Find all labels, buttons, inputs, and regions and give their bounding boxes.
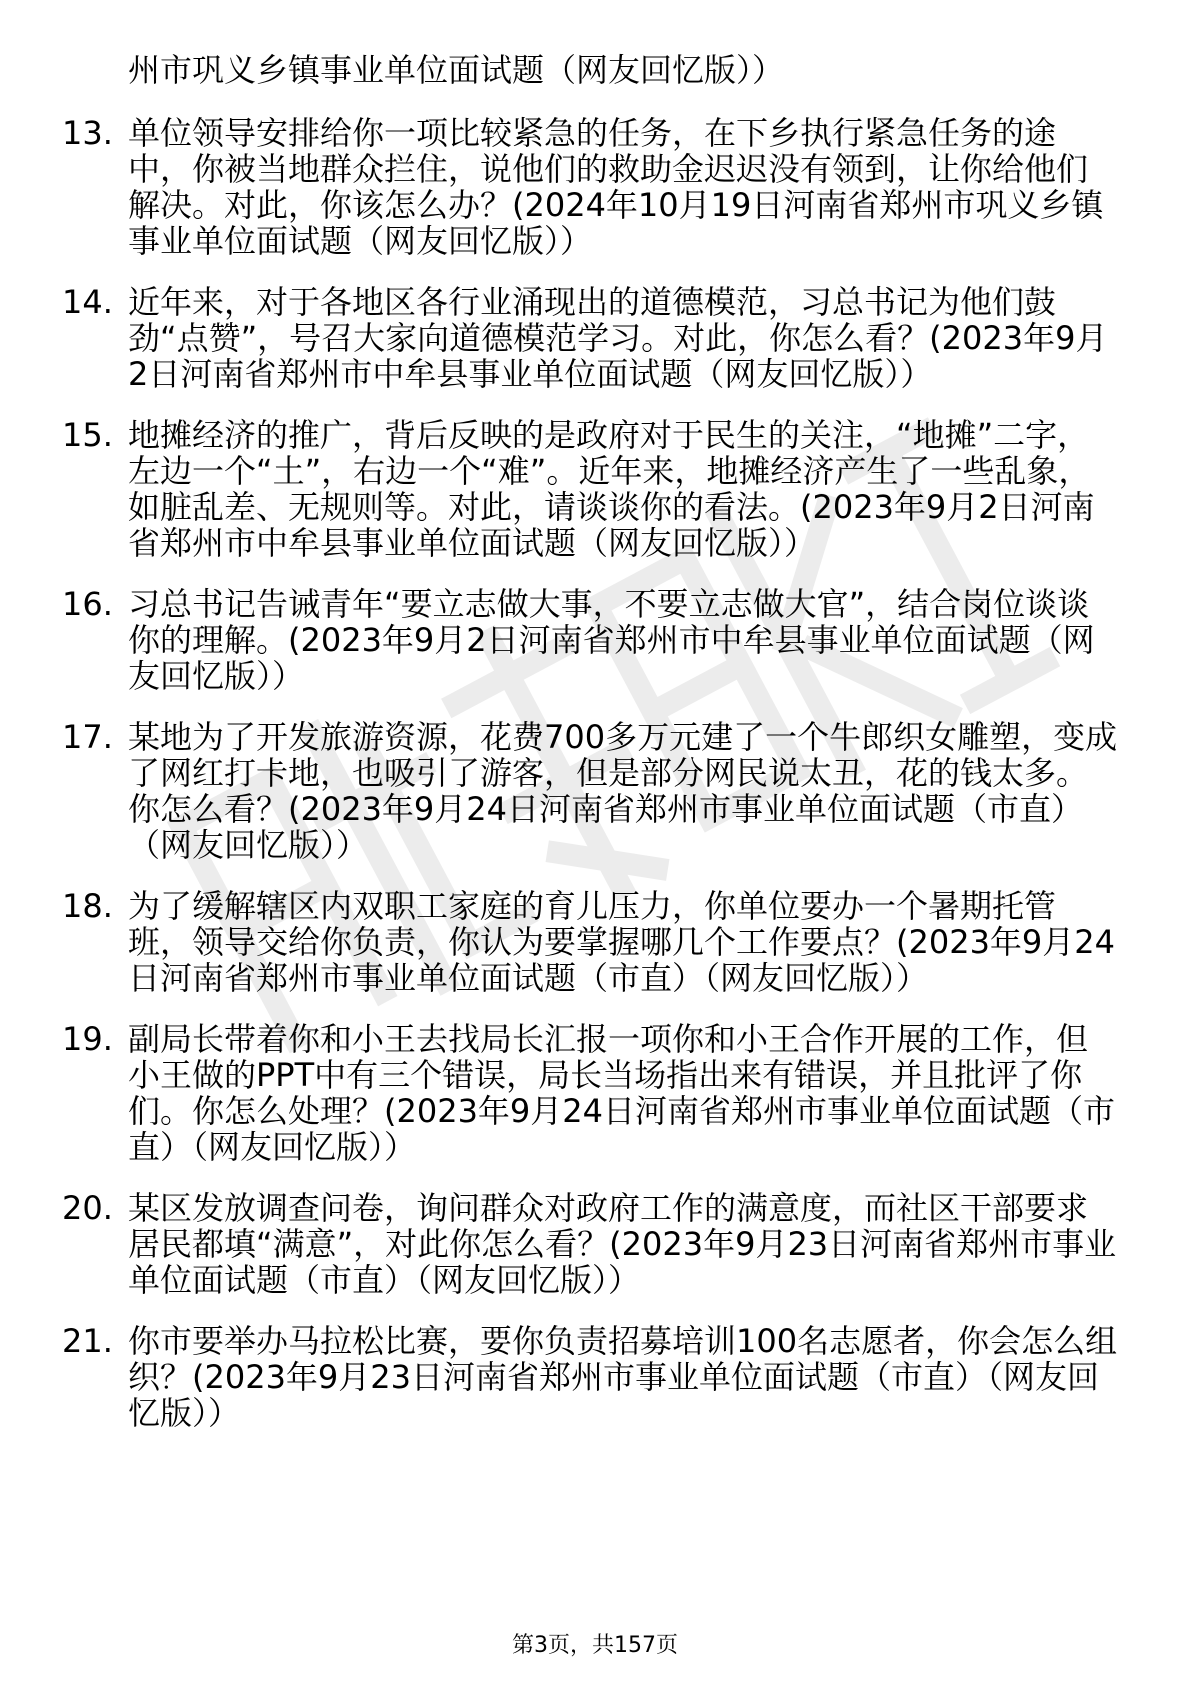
list-item: [62, 1021, 1128, 1165]
list-item: [62, 888, 1128, 996]
question-number: 15.: [62, 416, 113, 454]
question-number: 19.: [62, 1020, 113, 1058]
question-list: [62, 50, 1128, 1431]
question-text: 近年来，对于各地区各行业涌现出的道德模范，习总书记为他们鼓劲“点赞”，号召大家向道德模范学习。对此，你怎么看？(2023年9月2日河南省郑州市中牟县事业单位面试题（网友回忆版））: [128, 283, 1108, 393]
question-number: 16.: [62, 585, 113, 623]
list-item: [62, 284, 1128, 392]
list-item: [62, 417, 1128, 561]
question-text: 单位领导安排给你一项比较紧急的任务，在下乡执行紧急任务的途中，你被当地群众拦住，说他们的救助金迟迟没有领到，让你给他们解决。对此，你该怎么办？(2024年10月19日河南省郑州市巩义乡镇事业单位面试题（网友回忆版））: [128, 114, 1104, 260]
list-item: [62, 1323, 1128, 1431]
list-item: [62, 586, 1128, 694]
question-text: 习总书记告诫青年“要立志做大事，不要立志做大官”，结合岗位谈谈你的理解。(2023年9月2日河南省郑州市中牟县事业单位面试题（网友回忆版））: [128, 585, 1095, 695]
list-item: [62, 719, 1128, 863]
question-number: 18.: [62, 887, 113, 925]
question-number: 21.: [62, 1322, 113, 1360]
question-text: 某区发放调查问卷，询问群众对政府工作的满意度，而社区干部要求居民都填“满意”，对此你怎么看？(2023年9月23日河南省郑州市事业单位面试题（市直）（网友回忆版））: [128, 1189, 1117, 1299]
question-text: 你市要举办马拉松比赛，要你负责招募培训100名志愿者，你会怎么组织？(2023年9月23日河南省郑州市事业单位面试题（市直）（网友回忆版））: [128, 1322, 1118, 1432]
question-number: 14.: [62, 283, 113, 321]
question-text: 地摊经济的推广，背后反映的是政府对于民生的关注，“地摊”二字，左边一个“土”，右边一个“难”。近年来，地摊经济产生了一些乱象，如脏乱差、无规则等。对此，请谈谈你的看法。(2023年9月2日河南省郑州市中牟县事业单位面试题（网友回忆版））: [128, 416, 1095, 562]
list-item: [62, 115, 1128, 259]
question-text: 为了缓解辖区内双职工家庭的育儿压力，你单位要办一个暑期托管班，领导交给你负责，你认为要掌握哪几个工作要点？(2023年9月24日河南省郑州市事业单位面试题（市直）（网友回忆版））: [128, 887, 1116, 997]
question-text: 副局长带着你和小王去找局长汇报一项你和小王合作开展的工作，但小王做的PPT中有三个错误，局长当场指出来有错误，并且批评了你们。你怎么处理？(2023年9月24日河南省郑州市事业单位面试题（市直）（网友回忆版））: [128, 1020, 1116, 1166]
continuation-line: 州市巩义乡镇事业单位面试题（网友回忆版））: [128, 51, 785, 89]
page-footer: 第3页，共157页: [512, 1633, 678, 1658]
question-text: 某地为了开发旅游资源，花费700多万元建了一个牛郎织女雕塑，变成了网红打卡地，也吸引了游客，但是部分网民说太丑，花的钱太多。你怎么看？(2023年9月24日河南省郑州市事业单位面试题（市直）（网友回忆版））: [128, 718, 1118, 864]
question-number: 13.: [62, 114, 113, 152]
question-number: 17.: [62, 718, 113, 756]
question-number: 20.: [62, 1189, 113, 1227]
list-item: [62, 1190, 1128, 1298]
